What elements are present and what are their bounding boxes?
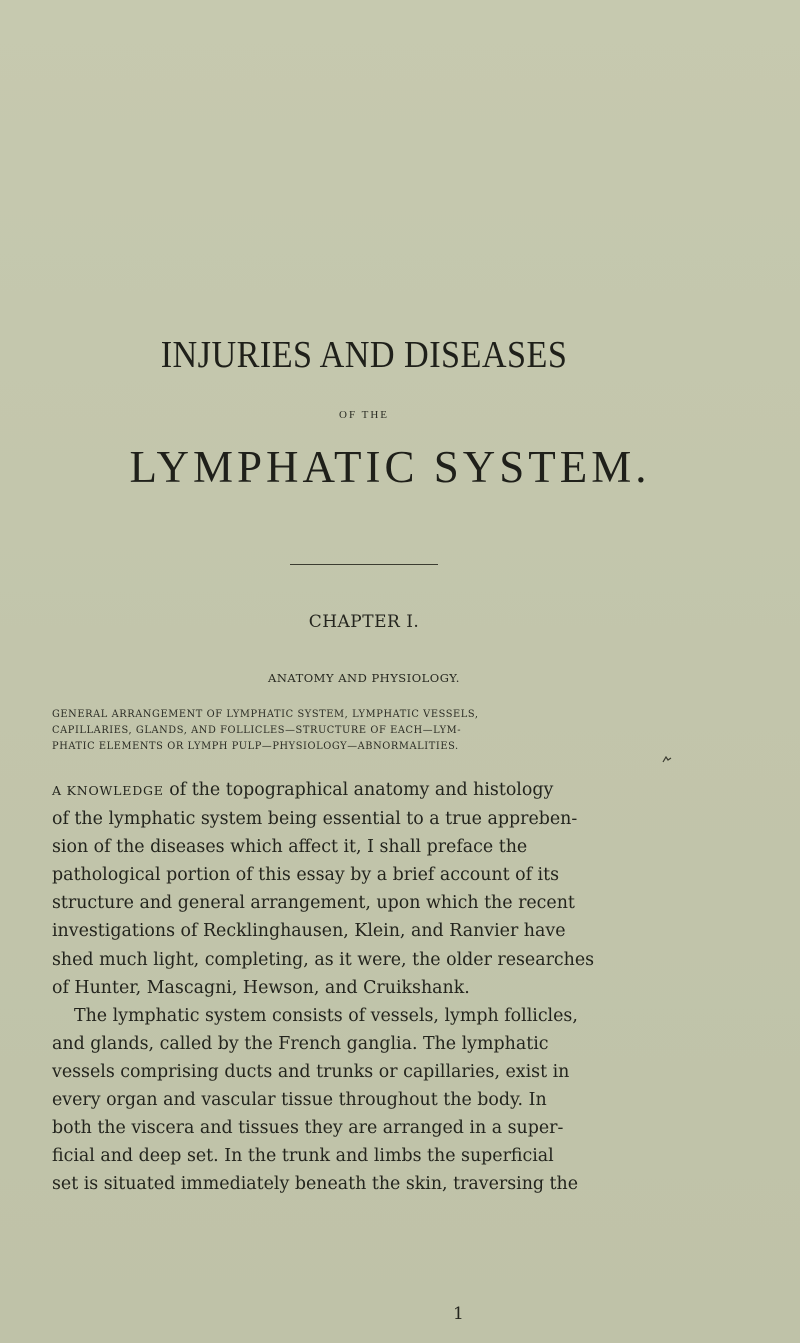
body-line: ficial and deep set. In the trunk and limbs the superficial xyxy=(52,1146,554,1167)
body-line: and glands, called by the French ganglia. The lymphatic xyxy=(52,1033,549,1054)
body-line: vessels comprising ducts and trunks or capillaries, exist in xyxy=(52,1061,570,1082)
title-line-2: LYMPHATIC SYSTEM. xyxy=(129,442,651,492)
body-line: every organ and vascular tissue throughout the body. In xyxy=(52,1090,547,1111)
synopsis-line: GENERAL ARRANGEMENT OF LYMPHATIC SYSTEM, LYMPHATIC VESSELS, xyxy=(52,709,479,720)
body-line: The lymphatic system consists of vessels, lymph follicles, xyxy=(74,1005,578,1026)
opening-small-caps: A KNOWLEDGE xyxy=(52,783,164,798)
title-connector: OF THE xyxy=(339,409,389,421)
body-line: structure and general arrangement, upon which the recent xyxy=(52,893,575,914)
ink-blot-mark xyxy=(662,756,672,764)
title-line-1: INJURIES AND DISEASES xyxy=(160,334,568,376)
chapter-subject: ANATOMY AND PHYSIOLOGY. xyxy=(268,671,460,685)
body-line: both the viscera and tissues they are arranged in a super- xyxy=(52,1118,564,1139)
body-line: pathological portion of this essay by a brief account of its xyxy=(52,865,560,886)
body-line: sion of the diseases which affect it, I shall preface the xyxy=(52,837,528,858)
body-first-line xyxy=(52,776,752,805)
page-number: 1 xyxy=(453,1304,464,1324)
chapter-synopsis xyxy=(52,707,732,755)
synopsis-line: CAPILLARIES, GLANDS, AND FOLLICLES—STRUCTURE OF EACH—LYM- xyxy=(52,725,462,736)
body-text xyxy=(52,776,752,1198)
body-line: shed much light, completing, as it were, the older researches xyxy=(52,949,595,970)
synopsis-line: PHATIC ELEMENTS OR LYMPH PULP—PHYSIOLOGY—ABNORMALITIES. xyxy=(52,741,459,752)
body-line: set is situated immediately beneath the skin, traversing the xyxy=(52,1174,579,1195)
body-line: investigations of Recklinghausen, Klein, and Ranvier have xyxy=(52,921,566,942)
chapter-number: CHAPTER I. xyxy=(308,612,420,632)
body-line: of Hunter, Mascagni, Hewson, and Cruikshank. xyxy=(52,977,470,998)
body-line: of the lymphatic system being essential to a true appreben- xyxy=(52,809,578,830)
first-line-text: of the topographical anatomy and histology xyxy=(163,780,554,800)
title-divider xyxy=(290,564,438,565)
